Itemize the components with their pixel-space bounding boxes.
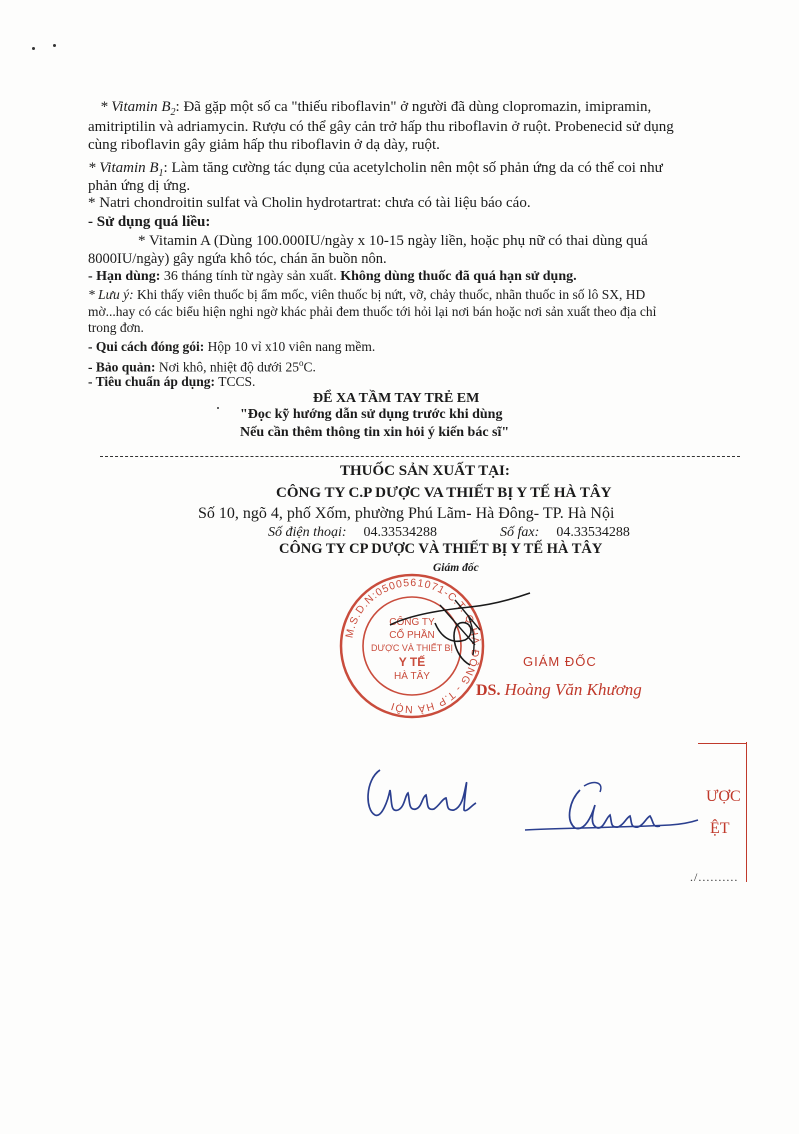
pack-label: - Qui cách đóng gói: [88,339,205,354]
note-line-2: mờ...hay có các biểu hiện nghi ngờ khác phải đem thuốc tới hỏi lại nơi bán hoặc nơi sản xuất theo địa chỉ [88,304,657,319]
vitamin-b1-text: : Làm tăng cường tác dụng của acetylcholin nên một số phản ứng da có thể coi như [163,160,663,176]
cut-box-top [698,743,746,744]
storage-text: Nơi khô, nhiệt độ dưới 25 [155,359,299,375]
handwritten-signature-1 [360,755,500,835]
note-line [88,286,645,303]
director-name-line [476,680,642,700]
vitamin-b1-line-2: phản ứng dị ứng. [88,178,191,194]
manufacturer-address: Số 10, ngõ 4, phố Xốm, phường Phú Lãm- Hà Đông- TP. Hà Nội [198,505,615,522]
keep-away-warning: ĐỂ XA TẦM TAY TRẺ EM [313,391,480,406]
storage-degree: o [299,358,304,368]
standard-label: - Tiêu chuẩn áp dụng: [88,374,216,389]
stamp-ring-text: M.S.D.N:0500561071-C.T. Q.HÀ ĐÔNG - T.P HÀ NỘI [343,576,482,716]
section-divider [100,456,740,457]
overdose-line-2: 8000IU/ngày) gây ngứa khô tóc, chán ăn buồn nôn. [88,251,387,267]
contact-line [268,524,630,541]
stray-mark [53,44,56,47]
director-label: Giám đốc [433,562,479,574]
stamp-line-3: DƯỢC VÀ THIẾT BỊ [370,643,454,653]
stray-mark [32,47,35,50]
note-label: * Lưu ý: [88,287,134,302]
vitamin-b2-line-2: amitriptilin và adriamycin. Rượu có thể gây cản trở hấp thu riboflavin ở ruột. Probenecid sử dụng [88,119,674,135]
expiry-line [88,268,577,285]
director-name: Hoàng Văn Khương [504,680,642,699]
expiry-label: - Hạn dùng: [88,269,161,284]
cut-text-2: ỆT [710,820,730,837]
fax-label: Số fax: [500,525,540,540]
cut-box-right [746,742,747,882]
vitamin-b1-label: * Vitamin B [88,160,159,176]
storage-unit: C. [303,359,316,375]
overdose-heading: - Sử dụng quá liều: [88,214,211,230]
vitamin-b2-sub: 2 [170,107,176,118]
manufacturer-company-2: CÔNG TY CP DƯỢC VÀ THIẾT BỊ Y TẾ HÀ TÂY [279,541,603,557]
standard-line [88,373,255,390]
pack-text: Hộp 10 vỉ x10 viên nang mềm. [204,339,376,354]
natri-line: * Natri chondroitin sulfat và Cholin hydrotartrat: chưa có tài liệu báo cáo. [88,195,531,211]
manufacturer-heading: THUỐC SẢN XUẤT TẠI: [340,463,510,479]
vitamin-b2-line [100,99,651,121]
fax-number: 04.33534288 [556,525,630,540]
vitamin-b2-line-3: cùng riboflavin gây giảm hấp thu riboflavin ở dạ dày, ruột. [88,137,440,153]
phone-label: Số điện thoại: [268,525,347,540]
pack-line [88,338,375,355]
cut-text-1: ƯỢC [706,788,741,805]
vitamin-b2-text: : Đã gặp một số ca "thiếu riboflavin" ở người đã dùng clopromazin, imipramin, [175,99,652,115]
vitamin-b2-label: * Vitamin B [100,99,171,115]
director-signature [380,585,540,675]
director-prefix: DS. [476,682,501,699]
stamp-line-5: HÀ TÂY [394,671,430,682]
stamp-line-2: CỔ PHẦN [389,630,435,641]
overdose-line-1: * Vitamin A (Dùng 100.000IU/ngày x 10-15 ngày liền, hoặc phụ nữ có thai dùng quá [138,233,648,249]
storage-label: - Bảo quản: [88,359,156,375]
phone-number: 04.33534288 [363,525,438,540]
ask-doctor: Nếu cần thêm thông tin xin hỏi ý kiến bác sĩ" [240,425,510,440]
note-line-3: trong đơn. [88,320,144,335]
vitamin-b1-sub: 1 [158,168,164,179]
note-text: Khi thấy viên thuốc bị ẩm mốc, viên thuốc bị nứt, vỡ, chảy thuốc, nhãn thuốc in số lô SX, HD [133,287,646,302]
stamp-line-4: Y TẾ [398,655,426,669]
cut-dotted: ./.......... [690,870,739,884]
expiry-warning: Không dùng thuốc đã quá hạn sử dụng. [340,269,577,284]
manufacturer-company: CÔNG TY C.P DƯỢC VA THIẾT BỊ Y TẾ HÀ TÂY [276,485,612,501]
standard-text: TCCS. [215,374,256,389]
expiry-text: 36 tháng tính từ ngày sản xuất. [160,269,341,284]
read-instructions: "Đọc kỹ hướng dẫn sử dụng trước khi dùng [240,407,503,422]
stamp-line-1: CÔNG TY [389,617,435,628]
director-title: GIÁM ĐỐC [523,654,597,669]
stray-mark [217,407,219,409]
handwritten-signature-2 [520,770,700,850]
